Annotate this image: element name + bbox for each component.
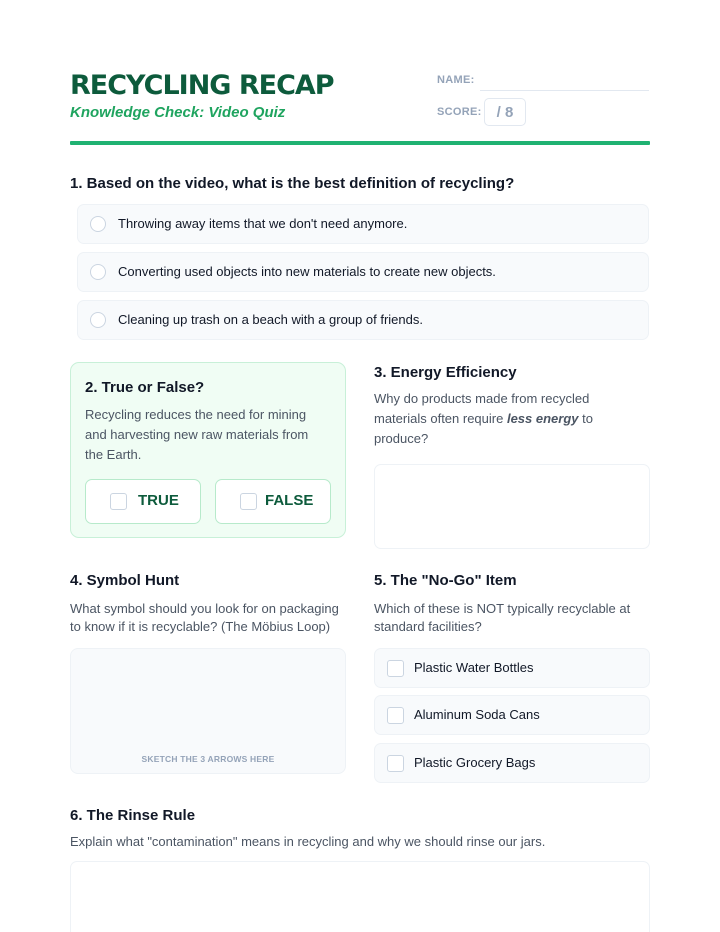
checkbox-icon[interactable] <box>240 493 257 510</box>
q5-option-label: Plastic Water Bottles <box>414 660 534 675</box>
radio-icon[interactable] <box>90 264 106 280</box>
q1-option-1[interactable] <box>77 204 649 244</box>
score-value: / 8 <box>496 103 514 121</box>
q3-text-part: to produce? <box>374 411 593 446</box>
q6-answer-box[interactable] <box>70 861 650 932</box>
q1-option-3[interactable] <box>77 300 649 340</box>
q5-title: 5. The "No-Go" Item <box>374 572 517 589</box>
q3-text <box>374 389 636 449</box>
q2-text: Recycling reduces the need for mining and harvesting new raw materials from the Earth. <box>85 407 309 462</box>
q5-text: Which of these is NOT typically recyclable at standard facilities? <box>374 601 631 634</box>
q3-text-part: Why do products made from recycled materials often require <box>374 391 590 426</box>
q4-sketch-area[interactable] <box>70 648 346 774</box>
q3-text-emphasis: less energy <box>506 411 579 426</box>
false-label: FALSE <box>265 492 314 509</box>
page-subtitle: Knowledge Check: Video Quiz <box>70 104 286 121</box>
true-button[interactable] <box>85 479 201 524</box>
checkbox-icon[interactable] <box>387 707 404 724</box>
sketch-hint: SKETCH THE 3 ARROWS HERE <box>141 754 275 764</box>
checkbox-icon[interactable] <box>387 660 404 677</box>
page-title: RECYCLING RECAP <box>70 70 334 101</box>
header-divider <box>70 141 650 145</box>
q5-option-label: Aluminum Soda Cans <box>414 707 540 722</box>
false-button[interactable] <box>215 479 331 524</box>
name-field[interactable] <box>480 90 649 91</box>
q1-option-label: Converting used objects into new materials to create new objects. <box>118 264 496 279</box>
radio-icon[interactable] <box>90 216 106 232</box>
q1-option-label: Cleaning up trash on a beach with a group of friends. <box>118 312 423 327</box>
q6-title: 6. The Rinse Rule <box>70 807 196 824</box>
q5-option-label: Plastic Grocery Bags <box>414 755 536 770</box>
checkbox-icon[interactable] <box>110 493 127 510</box>
checkbox-icon[interactable] <box>387 755 404 772</box>
name-label: NAME: <box>437 74 475 86</box>
q1-option-2[interactable] <box>77 252 649 292</box>
q1-option-label: Throwing away items that we don't need anymore. <box>118 216 408 231</box>
q3-answer-box[interactable] <box>374 464 650 549</box>
radio-icon[interactable] <box>90 312 106 328</box>
q5-option-2[interactable] <box>374 695 650 735</box>
q2-card <box>70 362 346 538</box>
score-label: SCORE: <box>437 106 482 118</box>
q5-option-1[interactable] <box>374 648 650 688</box>
q6-text: Explain what "contamination" means in recycling and why we should rinse our jars. <box>70 834 546 849</box>
q1-title: 1. Based on the video, what is the best definition of recycling? <box>70 175 515 192</box>
q2-title: 2. True or False? <box>85 379 205 396</box>
q5-option-3[interactable] <box>374 743 650 783</box>
score-box[interactable] <box>484 98 526 126</box>
true-label: TRUE <box>138 492 179 509</box>
q4-title: 4. Symbol Hunt <box>70 572 180 589</box>
q4-text: What symbol should you look for on packaging to know if it is recyclable? (The Möbius Loop) <box>70 601 339 634</box>
q3-title: 3. Energy Efficiency <box>374 364 517 381</box>
